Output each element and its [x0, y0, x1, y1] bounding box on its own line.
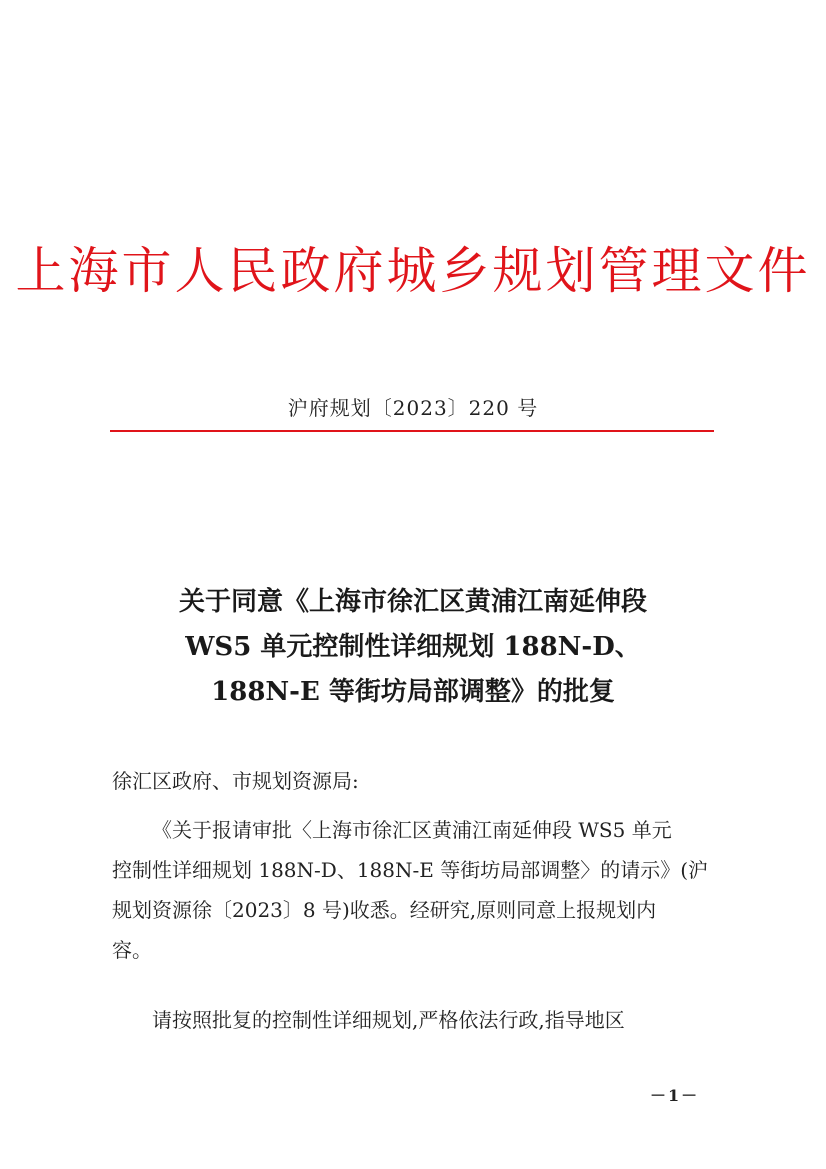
paragraph-2-line-1: 请按照批复的控制性详细规划,严格依法行政,指导地区 [152, 1008, 625, 1032]
document-title [100, 580, 726, 715]
paragraph-1-line-2: 控制性详细规划 188N-D、188N-E 等街坊局部调整〉的请示》(沪 [112, 858, 709, 882]
body-paragraph-1 [112, 810, 716, 970]
document-title-line-3: 188N-E 等街坊局部调整》的批复 [211, 677, 615, 707]
issuer-header-title: 上海市人民政府城乡规划管理文件 [15, 242, 811, 300]
addressee: 徐汇区政府、市规划资源局: [112, 769, 359, 793]
paragraph-1-line-4: 容。 [112, 938, 152, 962]
document-title-line-1: 关于同意《上海市徐汇区黄浦江南延伸段 [178, 587, 647, 617]
document-title-line-2: WS5 单元控制性详细规划 188N-D、 [185, 632, 641, 662]
page-number: －1－ [650, 1086, 700, 1105]
document-number: 沪府规划〔2023〕220 号 [287, 396, 539, 420]
red-separator-line [110, 430, 714, 432]
body-paragraph-2 [112, 1000, 716, 1040]
paragraph-1-line-1: 《关于报请审批〈上海市徐汇区黄浦江南延伸段 WS5 单元 [152, 818, 672, 842]
paragraph-1-line-3: 规划资源徐〔2023〕8 号)收悉。经研究,原则同意上报规划内 [112, 898, 657, 922]
